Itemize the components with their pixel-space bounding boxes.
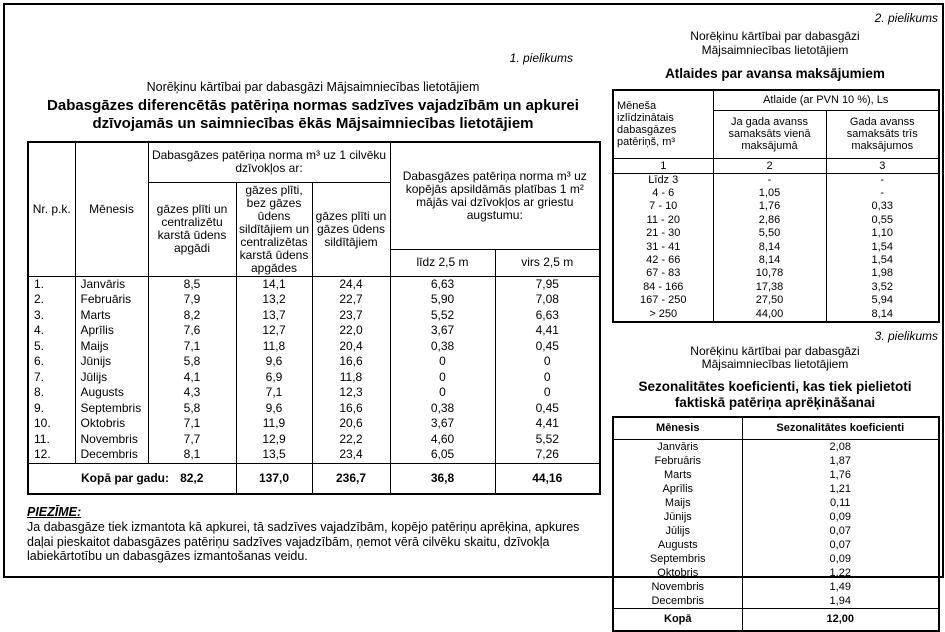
discount-row: [613, 227, 939, 240]
cell-coefficient: 0,07: [742, 538, 939, 552]
cell-coefficient: 1,21: [742, 482, 939, 496]
cell-norm-ceiling-low: 5,90: [390, 292, 495, 308]
note-title: PIEZĪME:: [27, 504, 82, 519]
cell-discount-three: 1,10: [826, 227, 939, 240]
month-row: [28, 416, 600, 432]
cell-month: Augusts: [613, 538, 742, 552]
coefficient-row: [613, 468, 939, 482]
discount-row: [613, 241, 939, 254]
month-row: [28, 447, 600, 463]
cell-norm-stove-central: 7,6: [148, 323, 236, 339]
cell-discount-single: 1,05: [713, 187, 826, 200]
cell-norm-stove-no-heater: 9,6: [236, 401, 312, 417]
discounts-table-body: [613, 173, 939, 322]
cell-nr: 4.: [28, 323, 75, 339]
cell-month: Marts: [613, 468, 742, 482]
total-value-3: 236,7: [312, 463, 390, 494]
annex1-section: [27, 5, 599, 564]
cell-month: Aprīlis: [75, 323, 148, 339]
cell-norm-ceiling-high: 7,26: [495, 447, 600, 463]
month-row: [28, 339, 600, 355]
month-row: [28, 432, 600, 448]
coefficient-row: [613, 580, 939, 594]
month-row: [28, 370, 600, 386]
annex3-title: Sezonalitātes koeficienti, kas tiek pielietoti faktiskā patēriņa aprēķināšanai: [638, 378, 912, 410]
discount-row: [613, 214, 939, 227]
cell-norm-stove-central: 8,2: [148, 308, 236, 324]
cell-norm-ceiling-high: 5,52: [495, 432, 600, 448]
note-section: [27, 505, 599, 564]
cell-norm-ceiling-low: 6,63: [390, 276, 495, 292]
cell-norm-ceiling-high: 4,41: [495, 323, 600, 339]
cell-month: Septembris: [75, 401, 148, 417]
total-value-4: 36,8: [390, 463, 495, 494]
coefficient-row: [613, 552, 939, 566]
cell-norm-stove-central: 4,1: [148, 370, 236, 386]
cell-consumption-range: > 250: [613, 308, 713, 322]
cell-norm-stove-heater: 20,4: [312, 339, 390, 355]
cell-norm-stove-heater: 16,6: [312, 354, 390, 370]
total-value-1: 82,2: [148, 463, 236, 494]
cell-norm-ceiling-high: 0: [495, 354, 600, 370]
cell-norm-ceiling-low: 5,52: [390, 308, 495, 324]
cell-coefficient: 1,94: [742, 594, 939, 609]
cell-norm-stove-central: 7,1: [148, 416, 236, 432]
cell-norm-stove-no-heater: 7,1: [236, 385, 312, 401]
cell-nr: 8.: [28, 385, 75, 401]
cell-month: Jūlijs: [75, 370, 148, 386]
month-row: [28, 354, 600, 370]
cell-norm-stove-heater: 20,6: [312, 416, 390, 432]
seasonality-coefficients-table: [612, 416, 940, 632]
cell-month: Septembris: [613, 552, 742, 566]
col-header-three-payments: Gada avanss samaksāts trīs maksājumos: [826, 110, 939, 158]
discount-row: [613, 200, 939, 213]
annex2-label: 2. pielikums: [874, 11, 938, 25]
cell-nr: 5.: [28, 339, 75, 355]
cell-norm-ceiling-high: 4,41: [495, 416, 600, 432]
cell-month: Novembris: [613, 580, 742, 594]
col-header-month: Mēnesis: [75, 142, 148, 276]
col-number-3: 3: [826, 158, 939, 173]
annex1-title: Dabasgāzes diferencētās patēriņa normas sadzīves vajadzībām un apkurei dzīvojamās un saimniecības ēkās Mājsaimniecības lietotājiem: [47, 97, 579, 132]
cell-norm-stove-heater: 12,3: [312, 385, 390, 401]
cell-norm-stove-central: 8,5: [148, 276, 236, 292]
cell-month: Janvāris: [75, 276, 148, 292]
month-row: [28, 385, 600, 401]
cell-month: Oktobris: [75, 416, 148, 432]
cell-consumption-range: Līdz 3: [613, 173, 713, 187]
cell-consumption-range: 167 - 250: [613, 294, 713, 307]
cell-norm-stove-no-heater: 14,1: [236, 276, 312, 292]
cell-norm-stove-heater: 11,8: [312, 370, 390, 386]
discount-row: [613, 173, 939, 187]
cell-norm-stove-no-heater: 11,9: [236, 416, 312, 432]
annex1-doc-header: Norēķinu kārtībai par dabasgāzi Mājsaimniecības lietotājiem: [146, 80, 480, 94]
month-row: [28, 323, 600, 339]
seasonality-total-row: [613, 608, 939, 631]
cell-month: Augusts: [75, 385, 148, 401]
cell-norm-ceiling-high: 7,95: [495, 276, 600, 292]
cell-nr: 9.: [28, 401, 75, 417]
cell-month: Februāris: [613, 454, 742, 468]
cell-consumption-range: 11 - 20: [613, 214, 713, 227]
cell-norm-stove-heater: 22,7: [312, 292, 390, 308]
cell-norm-stove-no-heater: 12,9: [236, 432, 312, 448]
coefficient-row: [613, 524, 939, 538]
cell-norm-ceiling-high: 0,45: [495, 339, 600, 355]
cell-month: Novembris: [75, 432, 148, 448]
cell-norm-ceiling-low: 4,60: [390, 432, 495, 448]
cell-norm-ceiling-high: 0: [495, 385, 600, 401]
col-group-discount: Atlaide (ar PVN 10 %), Ls: [713, 90, 939, 110]
cell-coefficient: 0,09: [742, 552, 939, 566]
annexes-2-3-section: [612, 5, 938, 632]
cell-month: Jūnijs: [613, 510, 742, 524]
cell-discount-three: 0,33: [826, 200, 939, 213]
cell-norm-ceiling-low: 3,67: [390, 416, 495, 432]
cell-discount-three: -: [826, 173, 939, 187]
col-header-stove-central-hot-water: gāzes plīti un centralizētu karstā ūdens apgādi: [148, 182, 236, 276]
seasonality-total-label: Kopā: [613, 608, 742, 631]
cell-month: Maijs: [75, 339, 148, 355]
col-number-2: 2: [713, 158, 826, 173]
cell-discount-single: 8,14: [713, 254, 826, 267]
col-header-ceiling-above-2-5: virs 2,5 m: [495, 250, 600, 276]
total-value-2: 137,0: [236, 463, 312, 494]
cell-norm-stove-heater: 23,7: [312, 308, 390, 324]
discount-row: [613, 294, 939, 307]
col-header-nr: Nr. p.k.: [28, 142, 75, 276]
col-group-per-person: Dabasgāzes patēriņa norma m³ uz 1 cilvēku dzīvokļos ar:: [148, 142, 390, 182]
annex2-doc-header-line2: Mājsaimniecības lietotājiem: [701, 42, 849, 57]
cell-norm-stove-no-heater: 12,7: [236, 323, 312, 339]
cell-norm-stove-no-heater: 13,2: [236, 292, 312, 308]
month-row: [28, 292, 600, 308]
cell-norm-stove-heater: 24,4: [312, 276, 390, 292]
annex2-doc-header-line1: Norēķinu kārtībai par dabasgāzi: [690, 29, 860, 43]
coefficient-row: [613, 538, 939, 552]
consumption-table-body: [28, 276, 600, 463]
cell-month: Jūlijs: [613, 524, 742, 538]
table-header-row-1: [28, 142, 600, 182]
col-header-ceiling-up-to-2-5: līdz 2,5 m: [390, 250, 495, 276]
document-page: [3, 3, 944, 626]
cell-coefficient: 2,08: [742, 439, 939, 454]
cell-norm-stove-heater: 23,4: [312, 447, 390, 463]
cell-norm-ceiling-low: 0,38: [390, 339, 495, 355]
cell-discount-single: 10,78: [713, 267, 826, 280]
cell-coefficient: 1,22: [742, 566, 939, 580]
cell-norm-stove-central: 7,7: [148, 432, 236, 448]
coefficient-row: [613, 496, 939, 510]
cell-discount-three: 1,54: [826, 241, 939, 254]
cell-norm-ceiling-high: 7,08: [495, 292, 600, 308]
cell-coefficient: 1,76: [742, 468, 939, 482]
coefficient-row: [613, 594, 939, 609]
col-header-coefficient: Sezonalitātes koeficienti: [742, 417, 939, 440]
cell-discount-single: 8,14: [713, 241, 826, 254]
cell-nr: 11.: [28, 432, 75, 448]
cell-norm-ceiling-low: 0: [390, 385, 495, 401]
cell-discount-three: 1,54: [826, 254, 939, 267]
cell-nr: 7.: [28, 370, 75, 386]
cell-discount-single: 44,00: [713, 308, 826, 322]
cell-month: Decembris: [75, 447, 148, 463]
annex2-title: Atlaides par avansa maksājumiem: [665, 66, 885, 81]
annex3-label: 3. pielikums: [874, 328, 938, 343]
cell-nr: 1.: [28, 276, 75, 292]
coefficient-row: [613, 482, 939, 496]
cell-month: Decembris: [613, 594, 742, 609]
cell-month: Maijs: [613, 496, 742, 510]
cell-discount-three: 8,14: [826, 308, 939, 322]
col-header-single-payment: Ja gada avanss samaksāts vienā maksājumā: [713, 110, 826, 158]
cell-norm-ceiling-high: 0,45: [495, 401, 600, 417]
cell-norm-stove-no-heater: 13,5: [236, 447, 312, 463]
cell-month: Oktobris: [613, 566, 742, 580]
discount-row: [613, 267, 939, 280]
cell-consumption-range: 67 - 83: [613, 267, 713, 280]
cell-discount-single: 5,50: [713, 227, 826, 240]
cell-consumption-range: 21 - 30: [613, 227, 713, 240]
seasonality-table-body: [613, 439, 939, 608]
cell-norm-stove-no-heater: 6,9: [236, 370, 312, 386]
cell-norm-stove-central: 7,9: [148, 292, 236, 308]
discount-row: [613, 281, 939, 294]
cell-nr: 3.: [28, 308, 75, 324]
cell-consumption-range: 42 - 66: [613, 254, 713, 267]
col-header-monthly-consumption: Mēneša izlīdzinātais dabasgāzes patēriņš, m³: [613, 90, 713, 158]
coefficient-row: [613, 566, 939, 580]
cell-coefficient: 0,07: [742, 524, 939, 538]
cell-norm-stove-central: 5,8: [148, 354, 236, 370]
cell-discount-three: 3,52: [826, 281, 939, 294]
cell-discount-three: 0,55: [826, 214, 939, 227]
discount-row: [613, 254, 939, 267]
month-row: [28, 276, 600, 292]
month-row: [28, 308, 600, 324]
cell-norm-ceiling-low: 0,38: [390, 401, 495, 417]
cell-month: Jūnijs: [75, 354, 148, 370]
col-header-month: Mēnesis: [613, 417, 742, 440]
total-value-5: 44,16: [495, 463, 600, 494]
cell-norm-stove-heater: 16,6: [312, 401, 390, 417]
col-number-1: 1: [613, 158, 713, 173]
total-row: [28, 463, 600, 494]
consumption-norms-table: [27, 141, 601, 495]
cell-norm-ceiling-high: 6,63: [495, 308, 600, 324]
cell-nr: 6.: [28, 354, 75, 370]
cell-discount-three: 5,94: [826, 294, 939, 307]
cell-norm-stove-heater: 22,0: [312, 323, 390, 339]
cell-consumption-range: 84 - 166: [613, 281, 713, 294]
cell-norm-stove-central: 5,8: [148, 401, 236, 417]
cell-coefficient: 0,11: [742, 496, 939, 510]
cell-nr: 12.: [28, 447, 75, 463]
cell-norm-stove-no-heater: 13,7: [236, 308, 312, 324]
cell-month: Aprīlis: [613, 482, 742, 496]
cell-coefficient: 1,87: [742, 454, 939, 468]
seasonality-header-row: [613, 417, 939, 440]
discounts-number-row: [613, 158, 939, 173]
cell-consumption-range: 4 - 6: [613, 187, 713, 200]
col-header-stove-gas-water-heater: gāzes plīti un gāzes ūdens sildītājiem: [312, 182, 390, 276]
cell-norm-ceiling-low: 6,05: [390, 447, 495, 463]
cell-norm-ceiling-low: 3,67: [390, 323, 495, 339]
advance-discounts-table: [612, 89, 940, 323]
discount-row: [613, 187, 939, 200]
seasonality-total-value: 12,00: [742, 608, 939, 631]
cell-nr: 2.: [28, 292, 75, 308]
cell-norm-stove-central: 7,1: [148, 339, 236, 355]
col-group-per-area: Dabasgāzes patēriņa norma m³ uz kopējās apsildāmās platības 1 m² mājās vai dzīvokļos ar griestu augstumu:: [390, 142, 600, 250]
cell-norm-stove-no-heater: 11,8: [236, 339, 312, 355]
col-header-stove-no-water-heater: gāzes plīti, bez gāzes ūdens sildītājiem un centralizētas karstā ūdens apgādes: [236, 182, 312, 276]
discount-row: [613, 308, 939, 322]
cell-nr: 10.: [28, 416, 75, 432]
coefficient-row: [613, 439, 939, 454]
cell-discount-single: 1,76: [713, 200, 826, 213]
cell-norm-stove-heater: 22,2: [312, 432, 390, 448]
cell-discount-single: 27,50: [713, 294, 826, 307]
cell-norm-stove-no-heater: 9,6: [236, 354, 312, 370]
month-row: [28, 401, 600, 417]
note-text: Ja dabasgāze tiek izmantota kā apkurei, tā sadzīves vajadzībām, kopējo patēriņu aprēķina, apkures daļai pieskaitot dabasgāzes patēriņu sadzīves vajadzībām, ņemot vērā cilvēku skaitu, dzīvokļa labiekārtotību un dabasgāzes izmantošanas veidu.: [27, 520, 580, 563]
cell-discount-three: -: [826, 187, 939, 200]
cell-discount-single: -: [713, 173, 826, 187]
total-label: Kopā par gadu:: [28, 463, 148, 494]
cell-norm-ceiling-low: 0: [390, 370, 495, 386]
cell-month: Marts: [75, 308, 148, 324]
cell-month: Janvāris: [613, 439, 742, 454]
annex3-doc-header-line2: Mājsaimniecības lietotājiem: [701, 357, 849, 372]
cell-discount-single: 17,38: [713, 281, 826, 294]
cell-consumption-range: 31 - 41: [613, 241, 713, 254]
cell-discount-single: 2,86: [713, 214, 826, 227]
cell-norm-stove-central: 4,3: [148, 385, 236, 401]
cell-norm-stove-central: 8,1: [148, 447, 236, 463]
cell-coefficient: 1,49: [742, 580, 939, 594]
cell-norm-ceiling-low: 0: [390, 354, 495, 370]
cell-coefficient: 0,09: [742, 510, 939, 524]
discounts-header-row-1: [613, 90, 939, 110]
coefficient-row: [613, 510, 939, 524]
cell-norm-ceiling-high: 0: [495, 370, 600, 386]
annex1-label: 1. pielikums: [509, 51, 573, 65]
coefficient-row: [613, 454, 939, 468]
annex3-doc-header-line1: Norēķinu kārtībai par dabasgāzi: [690, 343, 860, 358]
cell-consumption-range: 7 - 10: [613, 200, 713, 213]
cell-month: Februāris: [75, 292, 148, 308]
cell-discount-three: 1,98: [826, 267, 939, 280]
